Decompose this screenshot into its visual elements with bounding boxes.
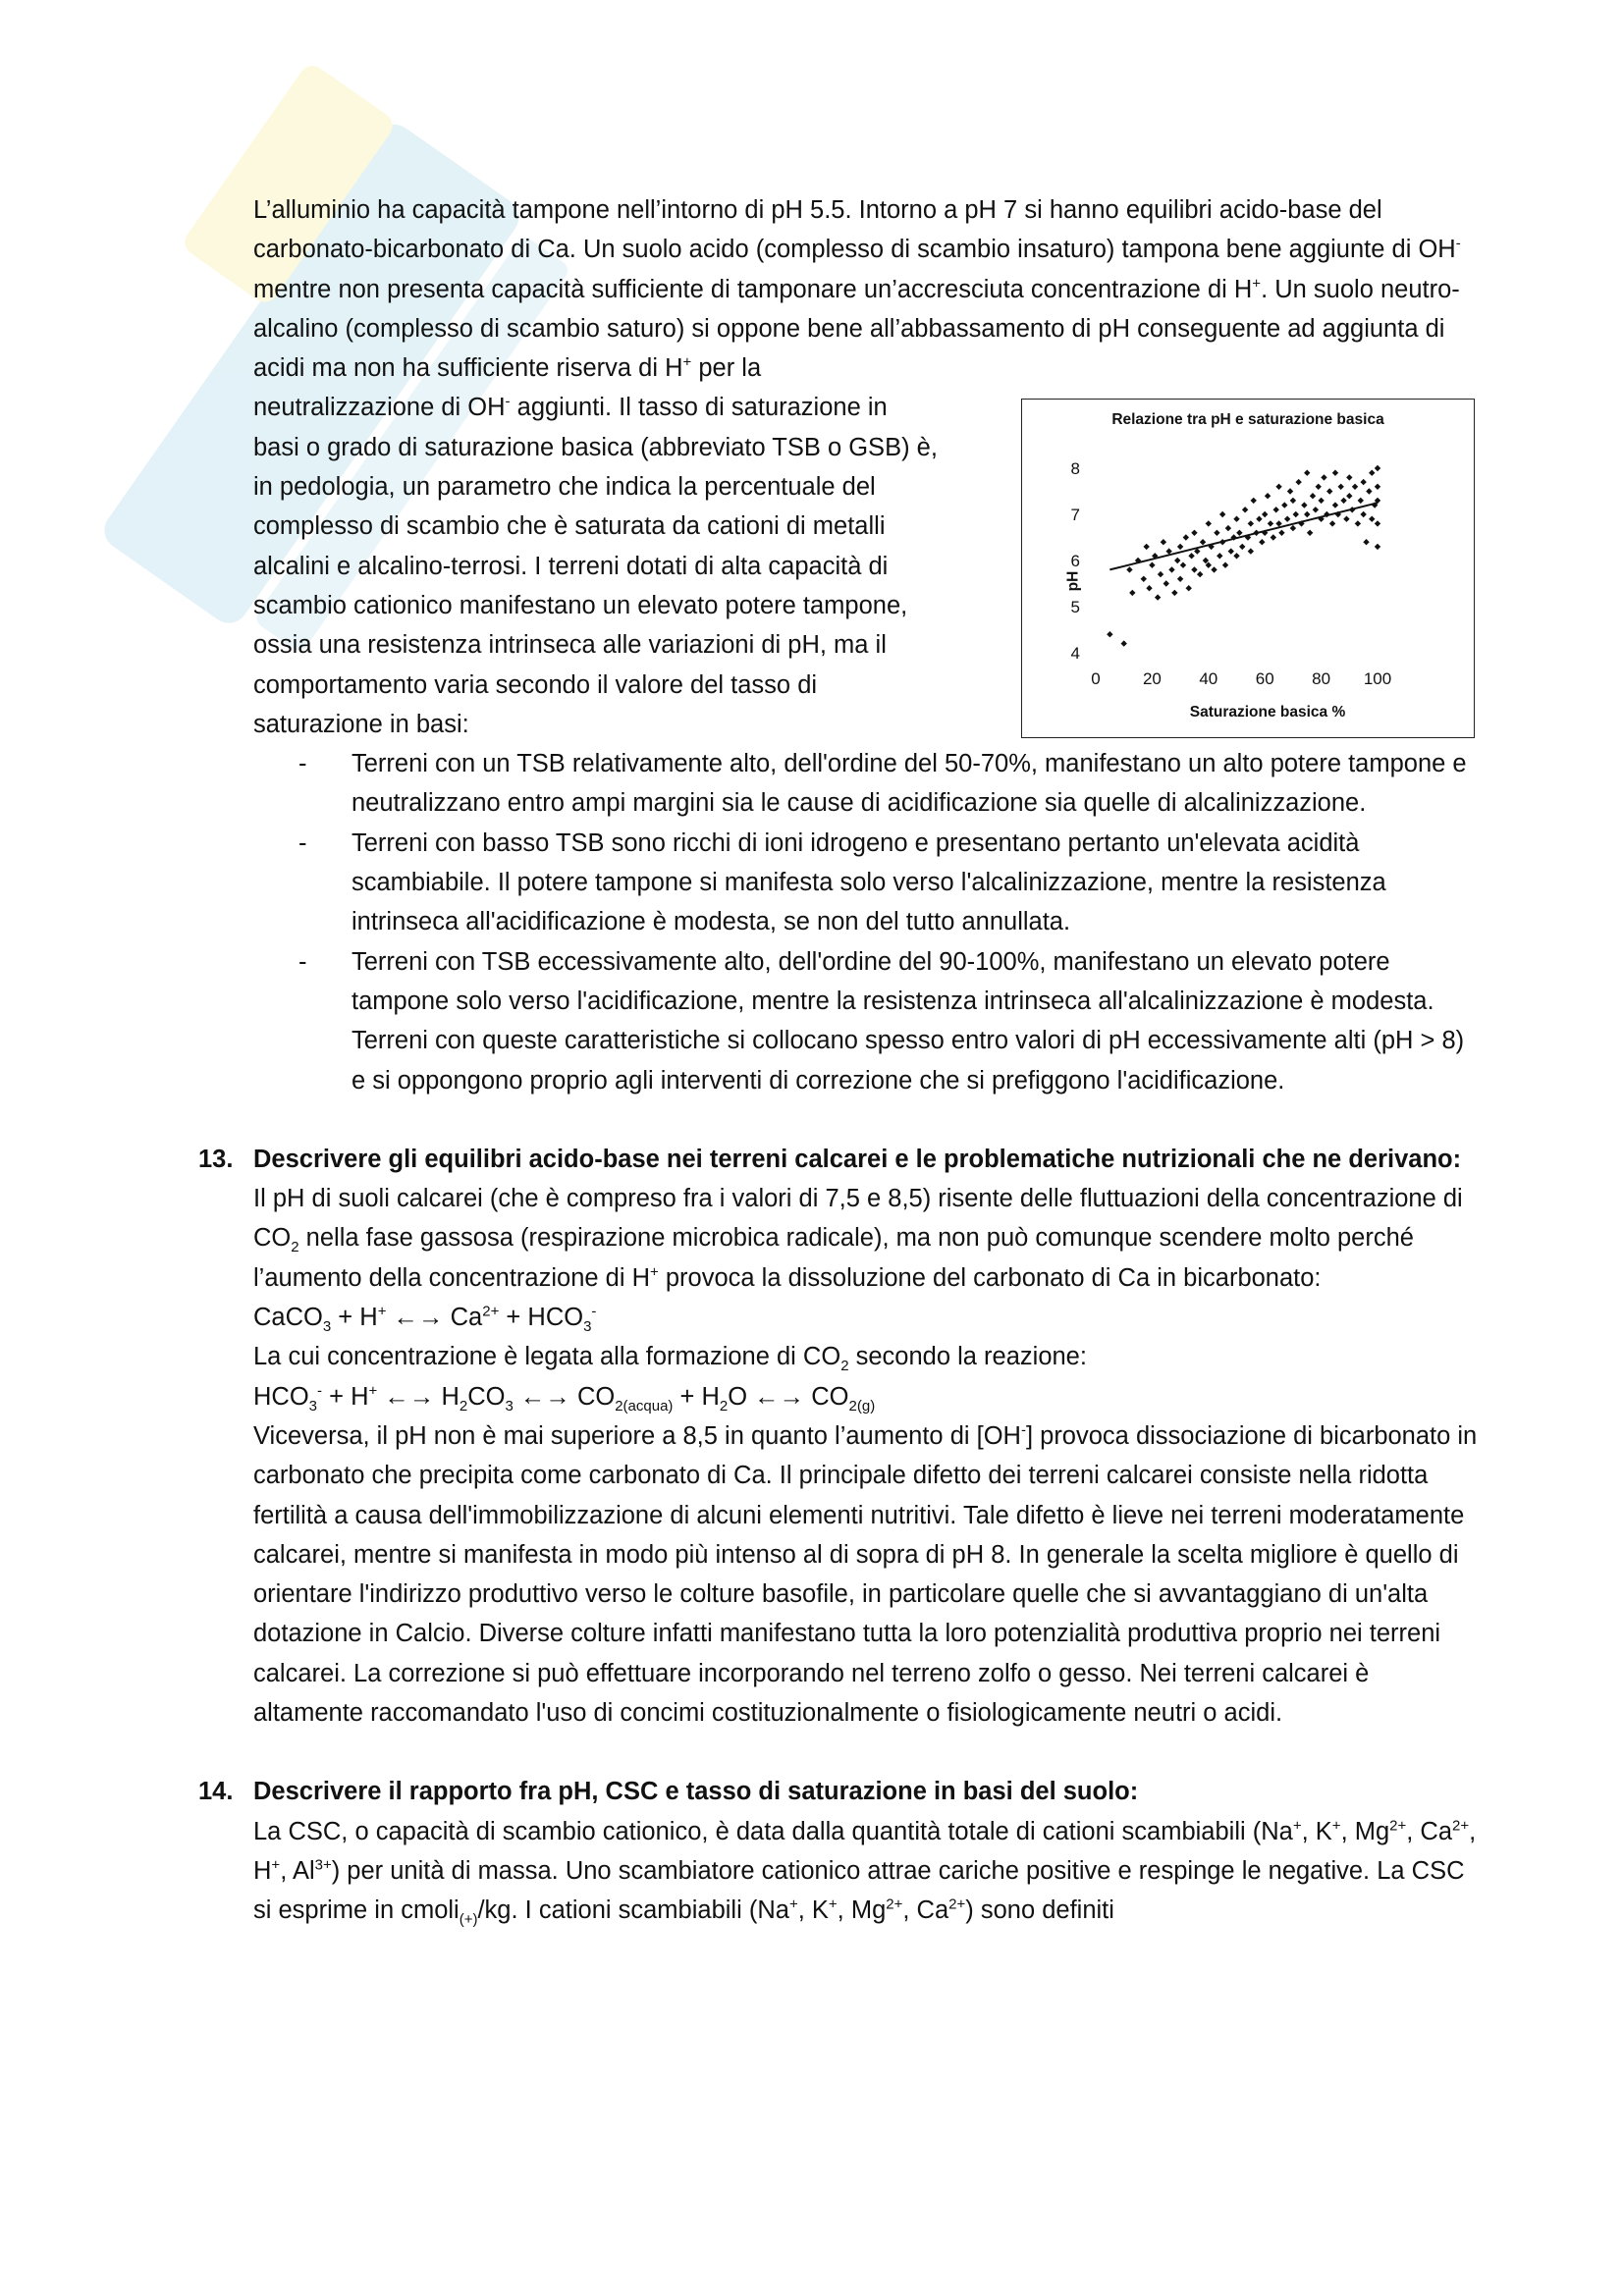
answer-paragraph: Viceversa, il pH non è mai superiore a 8,5 in quanto l’aumento di [OH-] provoca dissociazione di bicarbonato in carbonato che precipita come carbonato di Ca. Il principale difetto dei terreni calcarei consiste nella ridotta fertilità a causa dell'immobilizzazione di alcuni elementi nutritivi. Tale difetto è lieve nei terreni moderatamente calcarei, mentre si manifesta in modo più intenso al di sopra di pH 8. In generale la scelta migliore è quello di orientare l'indirizzo produttivo verso le colture basofile, in particolare quelle che si avvantaggiano di un'alta dotazione in Calcio. Diverse colture infatti manifestano tutta la loro potenzialità produttiva proprio nei terreni calcarei. La correzione si può effettuare incorporando nel terreno zolfo o gesso. Nei terreni calcarei è altamente raccomandato l'uso di concimi costituzionalmente o fisiologicamente neutri o acidi.: [253, 1421, 1478, 1727]
intro-paragraph: L’alluminio ha capacità tampone nell’intorno di pH 5.5. Intorno a pH 7 si hanno equilibri acido-base del carbonato-bicarbonato di Ca. Un suolo acido (complesso di scambio insaturo) tampona bene aggiunte di OH- mentre non presenta capacità sufficiente di tamponare un’accresciuta concentrazione di H+. Un suolo neutro-alcalino (complesso di scambio saturo) si oppone bene all’abbassamento di pH conseguente ad aggiunta di acidi ma non ha sufficiente riserva di H+ per la: [253, 196, 1461, 383]
chart-xlabel: Saturazione basica %: [1189, 704, 1346, 721]
answer-paragraph: La CSC, o capacità di scambio cationico, è data dalla quantità totale di cationi scambiabili (Na+, K+, $Mg^{2+}$, $Ca^{2+}$, H+, $Al^{3+}$) per unità di massa. Uno scambiatore cationico attrae cariche positive e respinge le negative. La CSC si esprime in cmoli$_{(+)}$/kg. I cationi scambiabili (Na+, K+, $Mg^{2+}$, $Ca^{2+}$) sono definiti: [253, 1817, 1477, 1929]
bullet-item: - Terreni con basso TSB sono ricchi di ioni idrogeno e presentano pertanto un'elevata acidità scambiabile. Il potere tampone si manifesta solo verso l'alcalinizzazione, mentre la resistenza intrinseca all'acidificazione è modesta, se non del tutto annullata.: [298, 828, 1386, 936]
bullet-item: - Terreni con un TSB relativamente alto, dell'ordine del 50-70%, manifestano un alto potere tampone e neutralizzano entro ampi margini sia le cause di acidificazione sia quelle di alcalinizzazione.: [298, 750, 1467, 818]
wrapped-text-line: neutralizzazione di OH- aggiunti. Il tasso di saturazione in: [253, 393, 888, 422]
wrapped-text-line: comportamento varia secondo il valore del tasso di: [253, 670, 818, 699]
wrapped-text-line: alcalini e alcalino-terrosi. I terreni dotati di alta capacità di: [253, 552, 889, 580]
wrapped-text-line: basi o grado di saturazione basica (abbreviato TSB o GSB) è,: [253, 433, 938, 461]
x-tick-label: 80: [1312, 669, 1331, 688]
equation-1: CaCO$_3$ + H+ ←→ $Ca^{2+} + HCO_3^-$: [253, 1303, 597, 1336]
wrapped-text-line: ossia una resistenza intrinseca alle variazioni di pH, ma il: [253, 631, 887, 660]
x-tick-label: 40: [1199, 669, 1218, 688]
question-title: Descrivere il rapporto fra pH, CSC e tasso di saturazione in basi del suolo:: [253, 1778, 1139, 1806]
bullet-item: - Terreni con TSB eccessivamente alto, dell'ordine del 90-100%, manifestano un elevato potere tampone solo verso l'acidificazione, mentre la resistenza intrinseca all'alcalinizzazione è modesta. Terreni con queste caratteristiche si collocano spesso entro valori di pH eccessivamente alti (pH > 8) e si oppongono proprio agli interventi di correzione che si prefiggono l'acidificazione.: [298, 947, 1465, 1095]
wrapped-text-line: complesso di scambio che è saturata da cationi di metalli: [253, 512, 886, 541]
document-page: [198, 190, 1481, 1930]
answer-paragraph: Il pH di suoli calcarei (che è compreso fra i valori di 7,5 e 8,5) risente delle fluttuazioni della concentrazione di $CO_2$ nella fase gassosa (respirazione microbica radicale), ma non può comunque scendere molto perché l’aumento della concentrazione di H+ provoca la dissoluzione del carbonato di Ca in bicarbonato:: [253, 1185, 1463, 1292]
chart-title: Relazione tra pH e saturazione basica: [1111, 411, 1384, 428]
y-tick-label: 6: [1070, 552, 1080, 570]
wrapped-text-line: scambio cationico manifestano un elevato potere tampone,: [253, 591, 908, 619]
x-tick-label: 20: [1142, 669, 1162, 688]
y-tick-label: 8: [1070, 459, 1080, 478]
question-number: 13.: [198, 1145, 234, 1173]
answer-paragraph: La cui concentrazione è legata alla formazione di $CO_2$ secondo la reazione:: [253, 1343, 1087, 1375]
question-number: 14.: [198, 1778, 234, 1806]
equation-2: $HCO_3^- + H^+$ ←→ $H_2CO_3$ ←→ $CO_{2(acqua)} + H_2O$ ←→ $CO_{2(g)}$: [253, 1382, 876, 1415]
question-13: [198, 1140, 1481, 1733]
wrapped-text-line: in pedologia, un parametro che indica la percentuale del: [253, 473, 876, 502]
y-tick-label: 7: [1070, 506, 1080, 524]
question-title: Descrivere gli equilibri acido-base nei terreni calcarei e le problematiche nutrizionali che ne derivano:: [253, 1145, 1462, 1173]
chart-ylabel: pH: [1064, 570, 1082, 592]
wrapped-text-line: saturazione in basi:: [253, 710, 469, 738]
x-tick-label: 100: [1363, 669, 1392, 688]
y-tick-label: 5: [1070, 598, 1080, 616]
x-tick-label: 60: [1255, 669, 1274, 688]
question-14: [198, 1772, 1481, 1930]
x-tick-label: 0: [1091, 669, 1101, 688]
y-tick-label: 4: [1070, 644, 1080, 663]
